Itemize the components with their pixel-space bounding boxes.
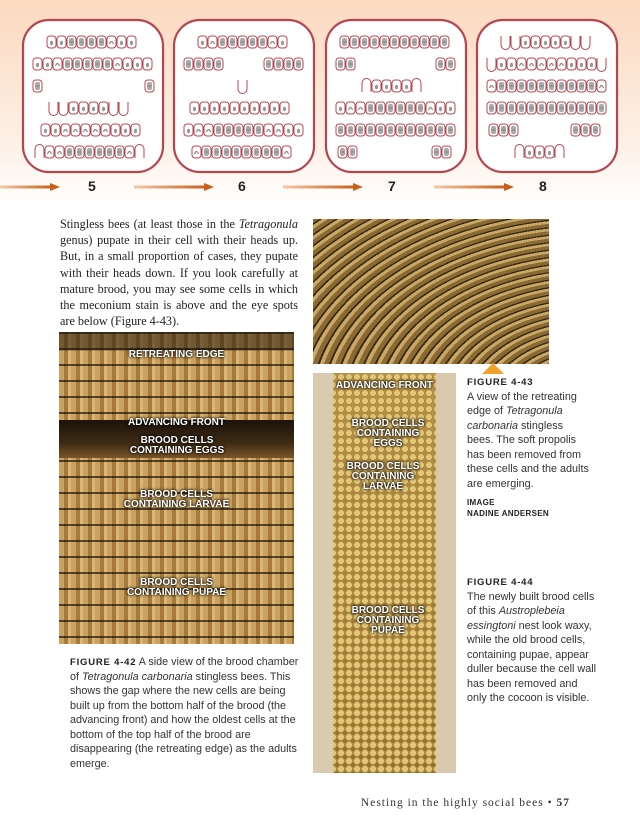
stage-number-7: 7 — [388, 178, 396, 194]
label-brood-cells-pupae-4-44: BROOD CELLS CONTAINING PUPAE — [351, 605, 425, 636]
arrow-to-stage-7 — [283, 183, 363, 191]
caption-figure-4-43: FIGURE 4-43 A view of the retreating edge of Tetragonula carbonaria stingless bees. The soft propolis has been removed from these cells and the adults are emerging. IMAGE NADINE ANDERSEN — [467, 377, 589, 518]
label-retreating-edge: RETREATING EDGE — [128, 349, 225, 360]
label-advancing-front-4-44: ADVANCING FRONT — [335, 380, 434, 391]
caption-figure-4-44: FIGURE 4-44 The newly built brood cells of this Austroplebeia essingtoni nest look waxy, while the old brood cells, containing pupae, appear duller because the cell wall has been removed and only the cocoon is visible. — [467, 577, 597, 704]
label-advancing-front: ADVANCING FRONT — [127, 417, 226, 428]
running-footer — [361, 797, 570, 809]
caption-figure-4-42: FIGURE 4-42 A side view of the brood chamber of Tetragonula carbonaria stingless bees. This shows the gap where the new cells are being built up from the bottom half of the brood (the advancing front) and how the oldest cells at the bottom of the top half of the brood are disappearing (the retreating edge) as the adults emerge. — [70, 656, 299, 770]
body-paragraph: Stingless bees (at least those in the Tetragonula genus) pupate in their cell with their heads up. But, in a small proportion of cases, they pupate with their heads down. If you look carefully at mature brood, you may see some cells in which the meconium stain is above and the eye spots are below (Figure 4-43). — [60, 217, 298, 329]
label-brood-cells-larvae: BROOD CELLS CONTAINING LARVAE — [123, 489, 230, 510]
stage-number-6: 6 — [238, 178, 246, 194]
footer-separator: • — [547, 797, 553, 809]
brood-diagram-stage-8 — [475, 18, 619, 174]
label-brood-cells-eggs: BROOD CELLS CONTAINING EGGS — [129, 435, 225, 456]
photo-brood-chamber-side-view — [59, 332, 294, 644]
stage-number-8: 8 — [539, 178, 547, 194]
photo-retreating-edge — [313, 219, 549, 364]
arrow-to-stage-6 — [134, 183, 214, 191]
caption-label-4-44: FIGURE 4-44 — [467, 577, 534, 588]
page-number: 57 — [556, 797, 570, 809]
caption-label-4-43: FIGURE 4-43 — [467, 377, 534, 388]
stage-number-5: 5 — [88, 178, 96, 194]
brood-diagram-stage-5 — [21, 18, 165, 174]
label-brood-cells-larvae-4-44: BROOD CELLS CONTAINING LARVAE — [346, 461, 420, 492]
caption-label-4-42: FIGURE 4-42 — [70, 657, 137, 668]
brood-diagram-stage-6 — [172, 18, 316, 174]
label-brood-cells-eggs-4-44: BROOD CELLS CONTAINING EGGS — [351, 418, 425, 449]
caption-pointer — [482, 363, 504, 374]
image-credit-name: NADINE ANDERSEN — [467, 509, 549, 518]
footer-section-title: Nesting in the highly social bees — [360, 797, 544, 809]
photo-austroplebeia-nest — [313, 373, 456, 773]
arrow-to-stage-5 — [0, 183, 60, 191]
brood-diagram-stage-7 — [324, 18, 468, 174]
label-brood-cells-pupae: BROOD CELLS CONTAINING PUPAE — [126, 577, 227, 598]
arrow-to-stage-8 — [434, 183, 514, 191]
image-credit-label: IMAGE — [467, 498, 495, 507]
